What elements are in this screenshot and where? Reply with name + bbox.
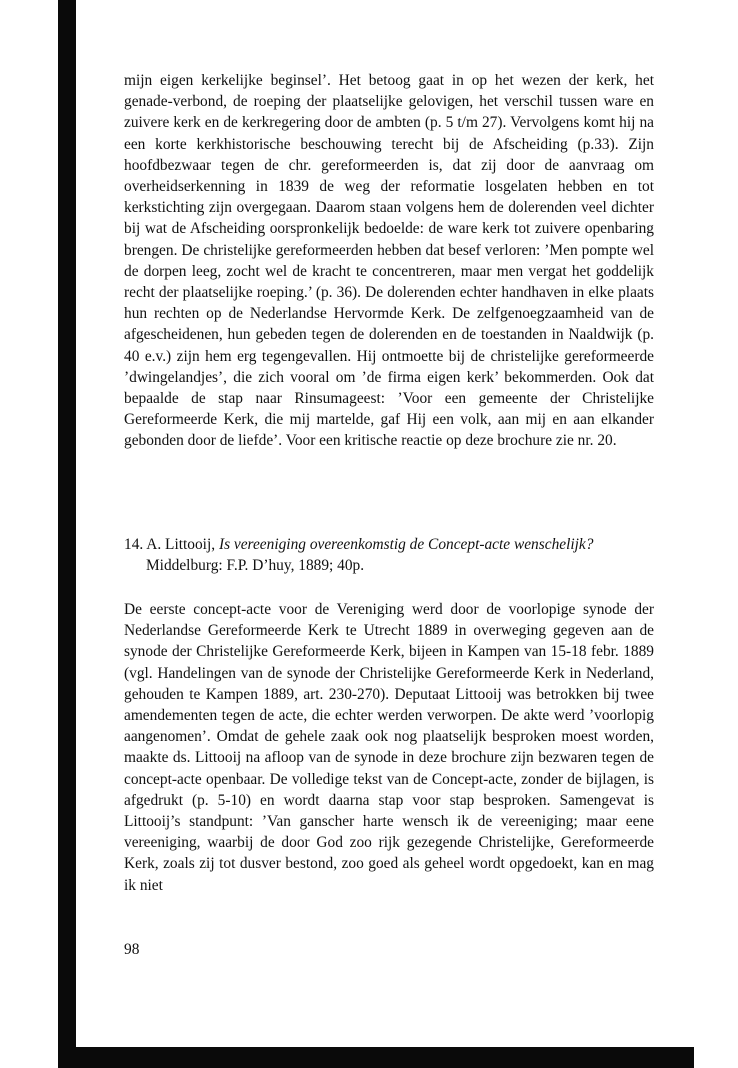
body-paragraph-2: De eerste concept-acte voor de Vereniging werd door de voorlopige synode der Nederlandse Gereformeerde Kerk te Utrecht 1889 in overweging gegeven aan de synode der Christelijke Gereformeerde Kerk, bijeen in Kampen van 15-18 febr. 1889 (vgl. Handelingen van de synode der Christelijke Gereformeerde Kerk in Nederland, gehouden te Kampen 1889, art. 230-270). Deputaat Littooij was betrokken bij twee amendementen tegen de acte, die echter werden verworpen. De akte werd ’voorlopig aangenomen’. Omdat de gehele zaak ook nog plaatselijk besproken moest worden, maakte ds. Littooij na afloop van de synode in deze brochure zijn bezwaren tegen de concept-acte openbaar. De volledige tekst van de Concept-acte, zonder de bijlagen, is afgedrukt (p. 5-10) en wordt daarna stap voor stap besproken. Samengevat is Littooij’s standpunt: ’Van ganscher harte wensch ik de vereeniging; maar eene vereeniging, waarbij de door God zoo rijk gezegende Christelijke, Gereformeerde Kerk, zoals zij tot dusver bestond, zoo goed als geheel wordt opgedoekt, kan en mag ik niet bbox=[124, 601, 654, 894]
body-paragraph-1: mijn eigen kerkelijke beginsel’. Het betoog gaat in op het wezen der kerk, het genade-verbond, de roeping der plaatselijke gelovigen, het verschil tussen ware en zuivere kerk en de kerkregering door de ambten (p. 5 t/m 27). Vervolgens komt hij na een korte kerkhistorische beschouwing terecht bij de Afscheiding (p.33). Zijn hoofdbezwaar tegen de chr. gereformeerden is, dat zij door de aanvraag om overheidserkenning in 1839 de weg der reformatie losgelaten hebben en tot kerkstichting zijn overgegaan. Daarom staan volgens hem de dolerenden veel dichter bij wat de Afscheiding oorspronkelijk bedoelde: de ware kerk tot zuivere openbaring brengen. De christelijke gereformeerden hebben dat besef verloren: ’Men pompte wel de dorpen leeg, zocht wel de kracht te concentreren, maar men vergat het goddelijk recht der plaatselijke roeping.’ (p. 36). De dolerenden echter handhaven in elke plaats hun rechten op de Nederlandse Hervormde Kerk. De zelfgenoegzaamheid van de afgescheidenen, hun gebeden tegen de dolerenden en de toestanden in Naaldwijk (p. 40 e.v.) zijn hem erg tegengevallen. Hij ontmoette bij de christelijke gereformeerde ’dwingelandjes’, die zich vooral om ’de firma eigen kerk’ bekommerden. Ook dat bepaalde de stap naar Rinsumageest: ’Voor een gemeente der Christelijke Gereformeerde Kerk, die mij martelde, gaf Hij een volk, aan mij en aan elkander gebonden door de liefde’. Voor een kritische reactie op deze brochure zie nr. 20. bbox=[124, 72, 654, 450]
entry-title: Is vereeniging overeenkomstig de Concept-acte wenschelijk? bbox=[218, 536, 594, 553]
entry-publication: Middelburg: F.P. D’huy, 1889; 40p. bbox=[146, 557, 365, 575]
bibliography-entry-14 bbox=[124, 534, 654, 577]
entry-number-author: 14. A. Littooij, bbox=[124, 536, 216, 553]
entry-heading bbox=[124, 534, 654, 555]
scan-border-bottom bbox=[58, 1047, 694, 1068]
page-number: 98 bbox=[124, 941, 140, 958]
scan-border-left bbox=[58, 0, 76, 1068]
